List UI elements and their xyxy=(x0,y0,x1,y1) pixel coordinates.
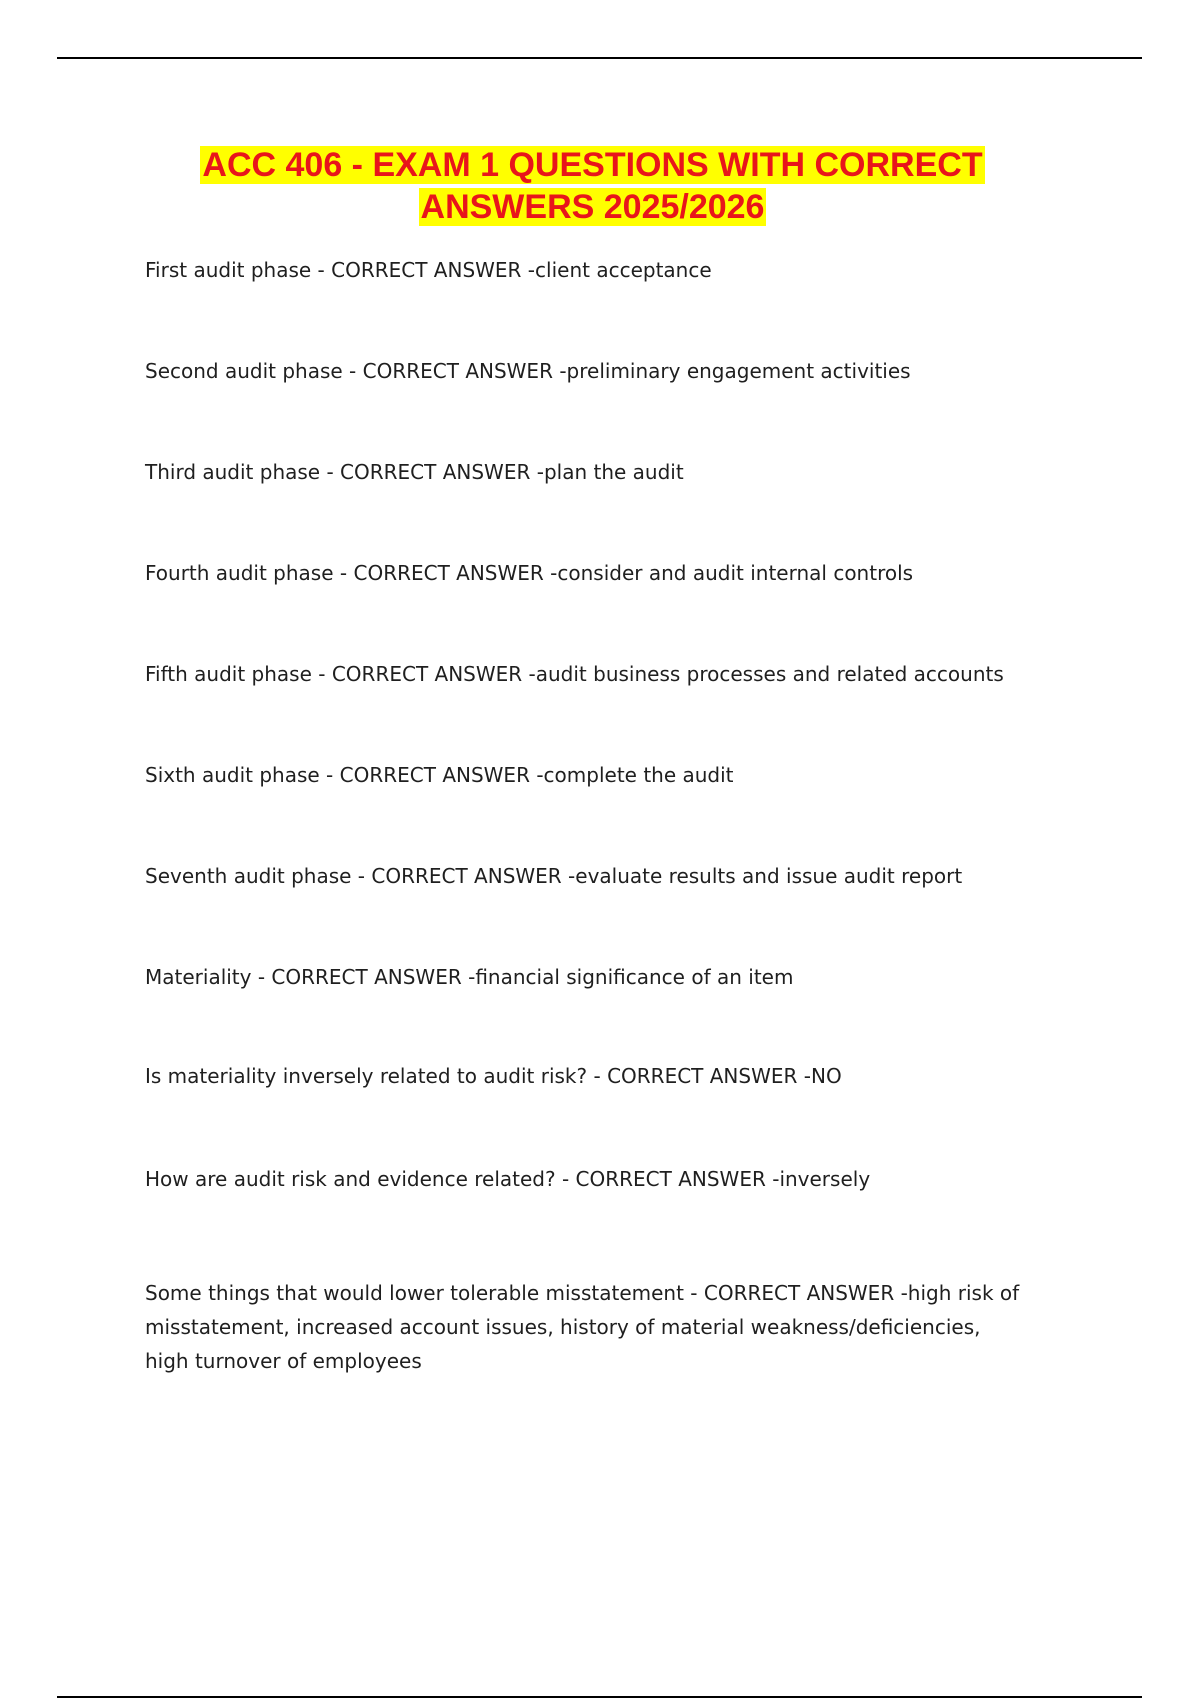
answer-text: complete the audit xyxy=(543,763,734,787)
qa-item-2: Second audit phase - CORRECT ANSWER -preliminary engagement activities xyxy=(145,359,911,383)
answer-text: audit business processes and related accounts xyxy=(535,662,1004,686)
document-title xyxy=(100,144,1085,228)
answer-text: high risk of misstatement, increased account issues, history of material weakness/deficiencies, high turnover of employees xyxy=(145,1281,1020,1373)
answer-marker: CORRECT ANSWER xyxy=(331,258,522,282)
question-text: Fourth audit phase xyxy=(145,561,334,585)
answer-marker: CORRECT ANSWER xyxy=(575,1167,766,1191)
answer-marker: CORRECT ANSWER xyxy=(703,1281,895,1305)
qa-item-8: Materiality - CORRECT ANSWER -financial significance of an item xyxy=(145,965,794,989)
question-text: First audit phase xyxy=(145,258,312,282)
answer-marker: CORRECT ANSWER xyxy=(362,359,553,383)
question-text: Materiality xyxy=(145,965,252,989)
question-text: Some things that would lower tolerable misstatement xyxy=(145,1281,684,1305)
answer-text: financial significance of an item xyxy=(475,965,794,989)
qa-item-9: Is materiality inversely related to audit risk? - CORRECT ANSWER -NO xyxy=(145,1064,842,1088)
qa-item-1: First audit phase - CORRECT ANSWER -client acceptance xyxy=(145,258,712,282)
answer-marker: CORRECT ANSWER xyxy=(353,561,544,585)
answer-text: evaluate results and issue audit report xyxy=(575,864,963,888)
qa-item-7: Seventh audit phase - CORRECT ANSWER -evaluate results and issue audit report xyxy=(145,864,963,888)
title-line-1: ACC 406 - EXAM 1 QUESTIONS WITH CORRECT xyxy=(202,146,983,184)
qa-item-5: Fifth audit phase - CORRECT ANSWER -audit business processes and related accounts xyxy=(145,662,1004,686)
answer-text: consider and audit internal controls xyxy=(557,561,914,585)
qa-item-3: Third audit phase - CORRECT ANSWER -plan the audit xyxy=(145,460,684,484)
question-text: How are audit risk and evidence related? xyxy=(145,1167,556,1191)
question-text: Third audit phase xyxy=(145,460,321,484)
qa-item-6: Sixth audit phase - CORRECT ANSWER -complete the audit xyxy=(145,763,734,787)
answer-text: NO xyxy=(810,1064,842,1088)
footer-rule xyxy=(57,1696,1142,1698)
answer-text: preliminary engagement activities xyxy=(566,359,911,383)
answer-marker: CORRECT ANSWER xyxy=(331,662,523,686)
answer-marker: CORRECT ANSWER xyxy=(340,460,531,484)
question-text: Seventh audit phase xyxy=(145,864,352,888)
answer-text: client acceptance xyxy=(535,258,712,282)
answer-text: plan the audit xyxy=(543,460,684,484)
answer-marker: CORRECT ANSWER xyxy=(371,864,562,888)
question-text: Is materiality inversely related to audit risk? xyxy=(145,1064,588,1088)
qa-item-11: Some things that would lower tolerable misstatement - CORRECT ANSWER -high risk of misstatement, increased account issues, history of material weakness/deficiencies, high turnover of employees xyxy=(145,1281,1020,1373)
answer-text: inversely xyxy=(779,1167,871,1191)
header-rule xyxy=(57,57,1142,59)
question-text: Second audit phase xyxy=(145,359,343,383)
answer-marker: CORRECT ANSWER xyxy=(339,763,530,787)
question-text: Fifth audit phase xyxy=(145,662,312,686)
qa-item-10: How are audit risk and evidence related? - CORRECT ANSWER -inversely xyxy=(145,1167,871,1191)
question-text: Sixth audit phase xyxy=(145,763,320,787)
answer-marker: CORRECT ANSWER xyxy=(271,965,462,989)
qa-item-4: Fourth audit phase - CORRECT ANSWER -consider and audit internal controls xyxy=(145,561,914,585)
title-line-2: ANSWERS 2025/2026 xyxy=(420,188,765,226)
answer-marker: CORRECT ANSWER xyxy=(607,1064,798,1088)
